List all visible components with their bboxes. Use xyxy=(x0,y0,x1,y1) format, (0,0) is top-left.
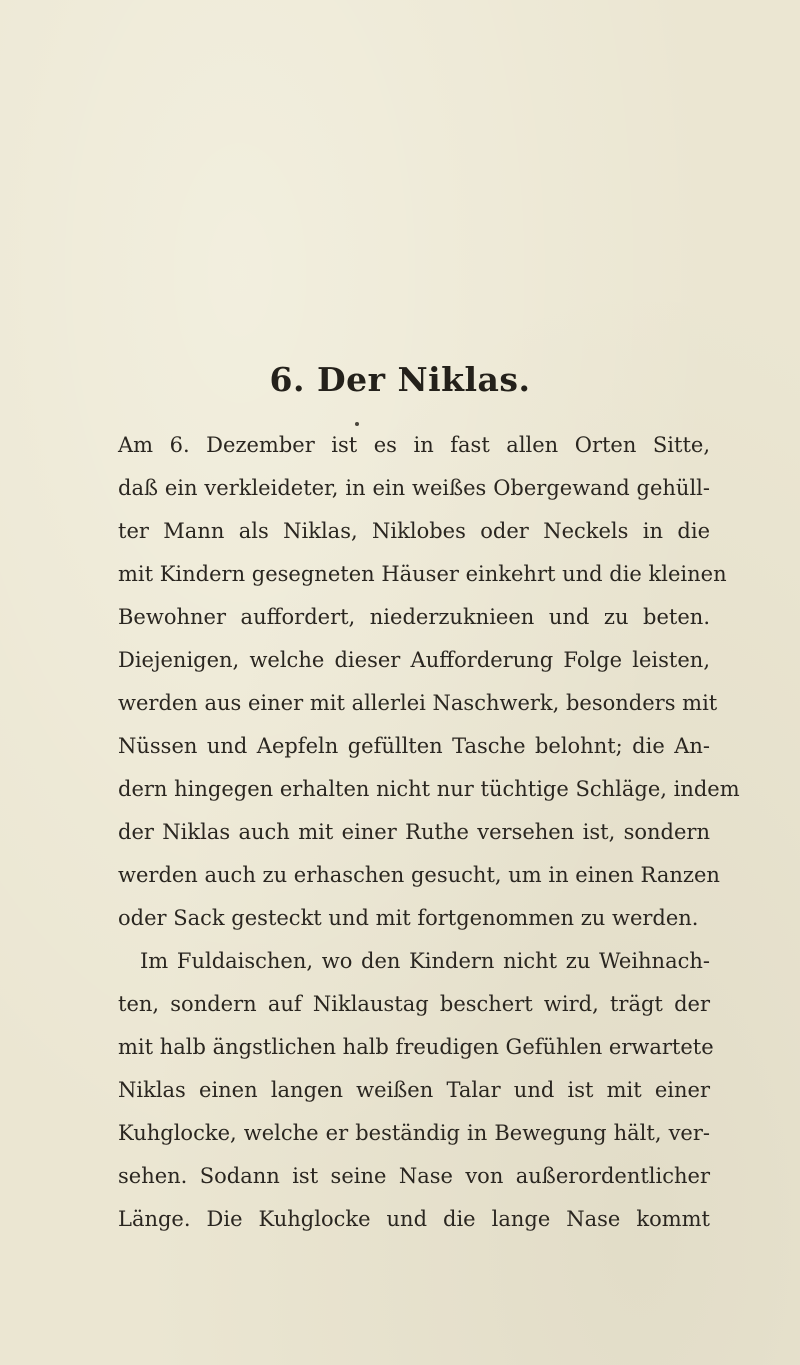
text-line: Nüssen und Aepfeln gefüllten Tasche belohnt; die An- xyxy=(118,734,710,758)
text-line: mit Kindern gesegneten Häuser einkehrt und die kleinen xyxy=(118,562,727,586)
text-line: ten, sondern auf Niklaustag beschert wird, trägt der xyxy=(118,992,710,1016)
chapter-title: Der Niklas. xyxy=(316,360,531,399)
text-line: Am 6. Dezember ist es in fast allen Orten Sitte, xyxy=(118,433,710,457)
text-line: oder Sack gesteckt und mit fortgenommen zu werden. xyxy=(118,906,699,930)
text-line: Niklas einen langen weißen Talar und ist mit einer xyxy=(118,1078,710,1102)
body-text xyxy=(118,424,740,1241)
text-line: Diejenigen, welche dieser Aufforderung Folge leisten, xyxy=(118,648,710,672)
chapter-heading xyxy=(0,360,800,399)
text-line: Bewohner auffordert, niederzuknieen und zu beten. xyxy=(118,605,710,629)
text-line: Im Fuldaischen, wo den Kindern nicht zu Weihnach- xyxy=(140,949,710,973)
text-line: sehen. Sodann ist seine Nase von außerordentlicher xyxy=(118,1164,710,1188)
text-line: Länge. Die Kuhglocke und die lange Nase kommt xyxy=(118,1207,710,1231)
text-line: mit halb ängstlichen halb freudigen Gefühlen erwartete xyxy=(118,1035,714,1059)
text-line: Kuhglocke, welche er beständig in Bewegung hält, ver- xyxy=(118,1121,710,1145)
text-line: dern hingegen erhalten nicht nur tüchtige Schläge, indem xyxy=(118,777,740,801)
text-line: werden aus einer mit allerlei Naschwerk, besonders mit xyxy=(118,691,718,715)
chapter-number: 6. xyxy=(269,360,305,399)
text-line: daß ein verkleideter, in ein weißes Obergewand gehüll- xyxy=(118,476,710,500)
text-line: werden auch zu erhaschen gesucht, um in einen Ranzen xyxy=(118,863,720,887)
text-line: der Niklas auch mit einer Ruthe versehen ist, sondern xyxy=(118,820,710,844)
text-line: ter Mann als Niklas, Niklobes oder Neckels in die xyxy=(118,519,710,543)
